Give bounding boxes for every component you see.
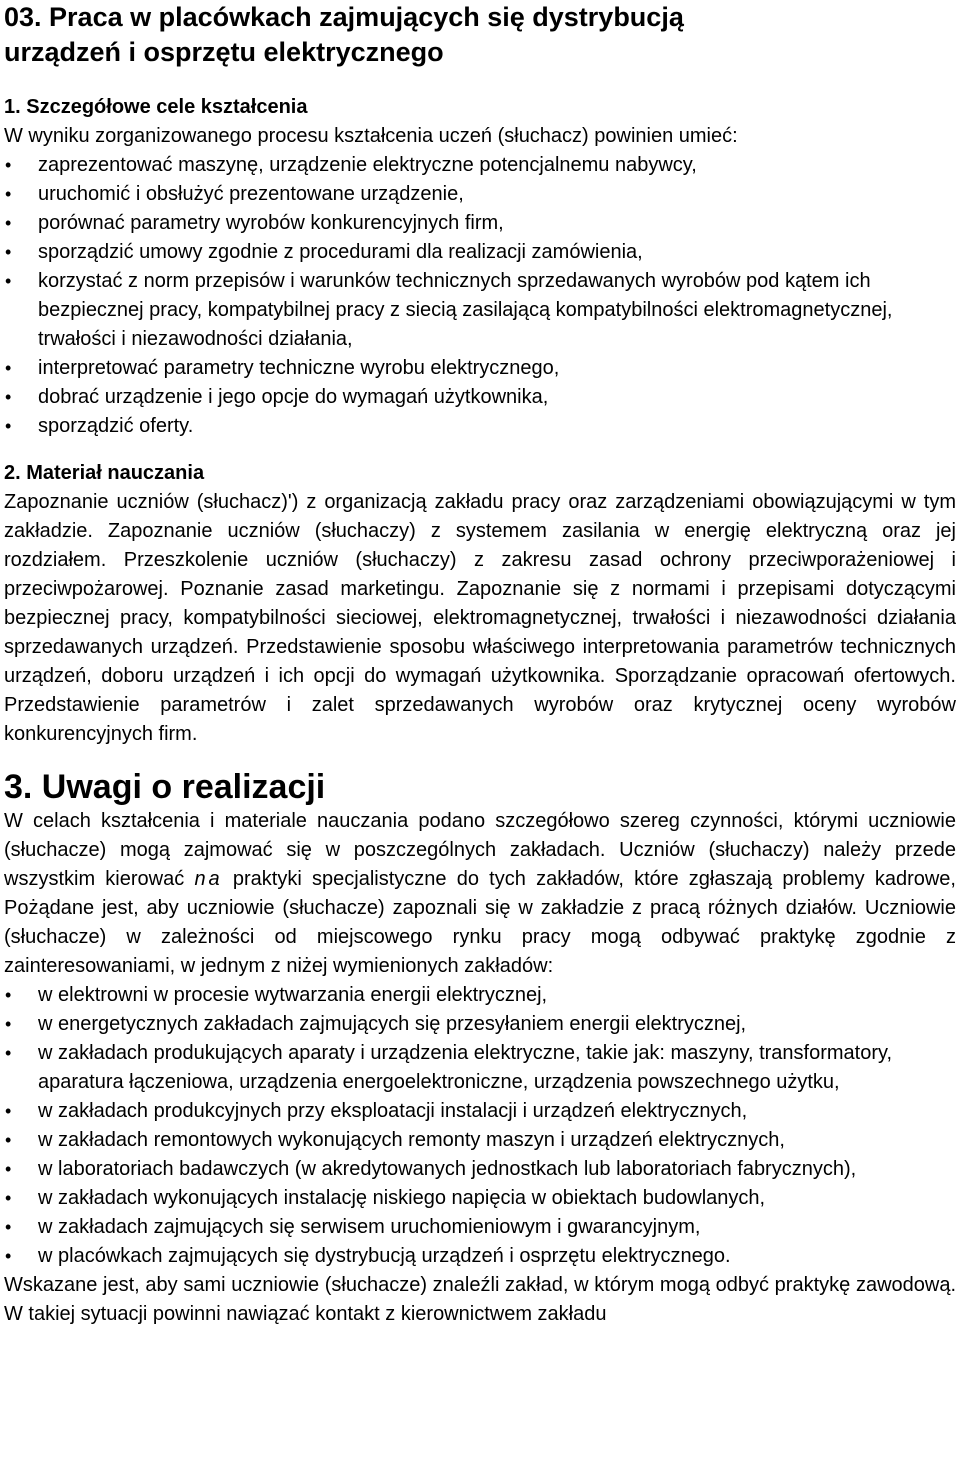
section-material: [4, 459, 956, 749]
section-material-heading: 2. Materiał nauczania: [4, 462, 205, 484]
section-remarks-heading: 3. Uwagi o realizacji: [4, 768, 326, 806]
list-item-text: porównać parametry wyrobów konkurencyjnych firm,: [38, 212, 504, 234]
list-item: [4, 1010, 956, 1039]
bullet-icon: •: [5, 1101, 12, 1121]
list-item: [4, 1213, 956, 1242]
bullet-icon: •: [5, 358, 12, 378]
remarks-body-part-1: W celach kształcenia i materiale nauczania podano szczegółowo szereg czynności, którymi uczniowie (słuchacze) mogą zajmować się w poszczególnych zakładach. Uczniów (słuchaczy) należy przede wszystkim kierować: [4, 810, 956, 890]
list-item-text: w placówkach zajmujących się dystrybucją urządzeń i osprzętu elektrycznego.: [38, 1245, 731, 1267]
title-line-2: urządzeń i osprzętu elektrycznego: [4, 37, 444, 67]
bullet-icon: •: [5, 184, 12, 204]
bullet-icon: •: [5, 271, 12, 291]
list-item-text: w zakładach produkujących aparaty i urządzenia elektryczne, takie jak: maszyny, transformatory, aparatura łączeniowa, urządzenia energoelektroniczne, urządzenia powszechnego użytku,: [38, 1042, 893, 1093]
list-item-text: w zakładach remontowych wykonujących remonty maszyn i urządzeń elektrycznych,: [38, 1129, 785, 1151]
list-item-text: interpretować parametry techniczne wyrobu elektrycznego,: [38, 357, 560, 379]
list-item-text: w energetycznych zakładach zajmujących się przesyłaniem energii elektrycznej,: [38, 1013, 747, 1035]
list-item-text: korzystać z norm przepisów i warunków technicznych sprzedawanych wyrobów pod kątem ich bezpiecznej pracy, kompatybilnej pracy z siecią zasilającą kompatybilności elektromagnetycznej, trwałości i niezawodności działania,: [38, 270, 893, 350]
section-goals: [4, 93, 956, 441]
bullet-icon: •: [5, 416, 12, 436]
document-title: [4, 0, 956, 70]
bullet-icon: •: [5, 387, 12, 407]
bullet-icon: •: [5, 155, 12, 175]
list-item-text: w zakładach wykonujących instalację niskiego napięcia w obiektach budowlanych,: [38, 1187, 766, 1209]
bullet-icon: •: [5, 1159, 12, 1179]
list-item-text: w elektrowni w procesie wytwarzania energii elektrycznej,: [38, 984, 548, 1006]
section-remarks-body: [4, 807, 956, 981]
list-item: [4, 1039, 956, 1097]
bullet-icon: •: [5, 1014, 12, 1034]
section-remarks: [4, 767, 956, 1329]
workplaces-list: [4, 981, 956, 1271]
list-item: [4, 151, 956, 180]
list-item-text: w zakładach produkcyjnych przy eksploatacji instalacji i urządzeń elektrycznych,: [38, 1100, 748, 1122]
goals-list: [4, 151, 956, 441]
bullet-icon: •: [5, 242, 12, 262]
list-item: [4, 238, 956, 267]
list-item: [4, 267, 956, 354]
list-item: [4, 1184, 956, 1213]
section-material-body: Zapoznanie uczniów (słuchacz)') z organizacją zakładu pracy oraz zarządzeniami obowiązującymi w tym zakładzie. Zapoznanie uczniów (słuchaczy) z systemem zasilania w energię elektryczną oraz jej rozdziałem. Przeszkolenie uczniów (słuchaczy) z zakresu zasad ochrony przeciwporażeniowej i przeciwpożarowej. Poznanie zasad marketingu. Zapoznanie się z normami i przepisami dotyczącymi bezpiecznej pracy, kompatybilności sieciowej, elektromagnetycznej, trwałości i niezawodności działania sprzedawanych urządzeń. Przedstawienie sposobu właściwego interpretowania parametrów technicznych urządzeń, doboru urządzeń i ich opcji do wymagań użytkownika. Sporządzanie opracowań ofertowych. Przedstawienie parametrów i zalet sprzedawanych wyrobów oraz krytycznej oceny wyrobów konkurencyjnych firm.: [4, 491, 956, 745]
bullet-icon: •: [5, 1130, 12, 1150]
bullet-icon: •: [5, 1043, 12, 1063]
bullet-icon: •: [5, 213, 12, 233]
list-item-text: w laboratoriach badawczych (w akredytowanych jednostkach lub laboratoriach fabrycznych),: [38, 1158, 857, 1180]
list-item: [4, 383, 956, 412]
list-item: [4, 1242, 956, 1271]
list-item: [4, 354, 956, 383]
remarks-body-part-2: praktyki specjalistyczne do tych zakładów, które zgłaszają problemy kadrowe, Pożądane jest, aby uczniowie (słuchacze) zapoznali się w zakładzie z pracą różnych działów. Uczniowie (słuchacze) w zależności od miejscowego rynku pracy mogą odbywać praktykę zgodnie z zainteresowaniami, w jednym z niżej wymienionych zakładów:: [4, 868, 956, 977]
section-remarks-closing: Wskazane jest, aby sami uczniowie (słuchacze) znaleźli zakład, w którym mogą odbyć praktykę zawodową. W takiej sytuacji powinni nawiązać kontakt z kierownictwem zakładu: [4, 1274, 956, 1325]
list-item: [4, 1126, 956, 1155]
bullet-icon: •: [5, 1217, 12, 1237]
list-item: [4, 209, 956, 238]
bullet-icon: •: [5, 1188, 12, 1208]
list-item: [4, 1155, 956, 1184]
list-item: [4, 981, 956, 1010]
section-goals-heading: 1. Szczegółowe cele kształcenia: [4, 96, 308, 118]
bullet-icon: •: [5, 985, 12, 1005]
list-item: [4, 180, 956, 209]
list-item-text: zaprezentować maszynę, urządzenie elektryczne potencjalnemu nabywcy,: [38, 154, 697, 176]
list-item-text: sporządzić umowy zgodnie z procedurami dla realizacji zamówienia,: [38, 241, 643, 263]
title-line-1: 03. Praca w placówkach zajmujących się dystrybucją: [4, 2, 684, 32]
list-item-text: w zakładach zajmujących się serwisem uruchomieniowym i gwarancyjnym,: [38, 1216, 701, 1238]
list-item: [4, 1097, 956, 1126]
bullet-icon: •: [5, 1246, 12, 1266]
remarks-body-na: na: [194, 868, 223, 890]
list-item-text: dobrać urządzenie i jego opcje do wymagań użytkownika,: [38, 386, 549, 408]
list-item: [4, 412, 956, 441]
list-item-text: uruchomić i obsłużyć prezentowane urządzenie,: [38, 183, 464, 205]
section-goals-intro: W wyniku zorganizowanego procesu kształcenia uczeń (słuchacz) powinien umieć:: [4, 125, 738, 147]
list-item-text: sporządzić oferty.: [38, 415, 194, 437]
